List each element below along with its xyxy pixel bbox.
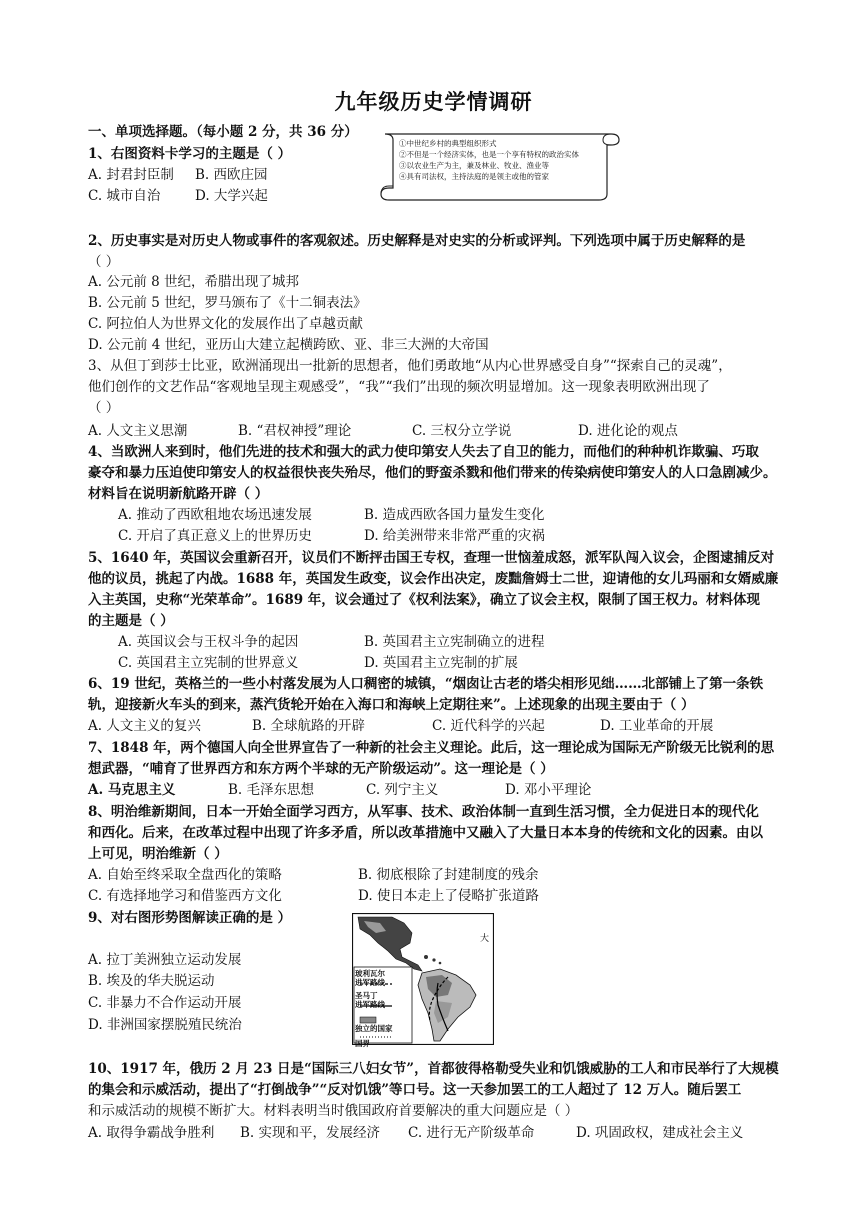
option-b[interactable]: B. 全球航路的开辟: [252, 718, 366, 734]
option-d[interactable]: D. 邓小平理论: [505, 782, 592, 798]
question-stem: 7、1848 年，两个德国人向全世界宣告了一种新的社会主义理论。此后，这一理论成为国际无产阶级无比锐利的思: [88, 740, 775, 756]
question-stem: 想武器，“哺育了世界西方和东方两个半球的无产阶级运动”。这一理论是（ ）: [88, 761, 554, 777]
question-stem: 10、1917 年，俄历 2 月 23 日是“国际三八妇女节”，首都彼得格勒受失业和饥饿威胁的工人和市民举行了大规模: [88, 1061, 779, 1077]
question-stem: 的主题是（ ）: [88, 613, 174, 629]
question-stem: 1、右图资料卡学习的主题是（ ）: [88, 146, 292, 162]
legend-label: 玻利瓦尔: [355, 969, 385, 978]
option-a[interactable]: A. 推动了西欧租地农场迅速发展: [118, 507, 312, 523]
scroll-card: [375, 128, 620, 204]
option-a[interactable]: A. 英国议会与王权斗争的起因: [118, 634, 299, 650]
scroll-line: ②不但是一个经济实体，也是一个享有特权的政治实体: [399, 150, 579, 159]
question-stem: 9、对右图形势图解读正确的是 ）: [88, 910, 292, 926]
question-stem: 豪夺和暴力压迫使印第安人的权益很快丧失殆尽，他们的野蛮杀戮和他们带来的传染病使印第安人的人口急剧减少。: [88, 465, 777, 481]
option-a[interactable]: A. 人文主义思潮: [88, 423, 188, 439]
option-a[interactable]: A. 公元前 8 世纪，希腊出现了城邦: [88, 274, 300, 290]
scroll-line: ③以农业生产为主，兼及林业、牧业、渔业等: [399, 161, 549, 170]
option-c[interactable]: C. 阿拉伯人为世界文化的发展作出了卓越贡献: [88, 316, 363, 332]
option-c[interactable]: C. 近代科学的兴起: [432, 718, 545, 734]
question-stem: 他的议员，挑起了内战。1688 年，英国发生政变，议会作出决定，废黜詹姆士二世，迎请他的女儿玛丽和女婿威廉: [88, 571, 779, 587]
question-stem: 5、1640 年，英国议会重新召开，议员们不断抨击国王专权，查理一世恼羞成怒，派军队闯入议会，企图逮捕反对: [88, 550, 775, 566]
scroll-heading: ①中世纪乡村的典型组织形式: [399, 139, 497, 148]
question-stem: 上可见，明治维新（ ）: [88, 846, 228, 862]
option-a[interactable]: A. 封君封臣制: [88, 167, 174, 183]
option-b[interactable]: B. 西欧庄园: [195, 167, 268, 183]
option-b[interactable]: B. 公元前 5 世纪，罗马颁布了《十二铜表法》: [88, 295, 367, 311]
question-stem: 和西化。后来，在改革过程中出现了许多矛盾，所以改革措施中又融入了大量日本本身的传统和文化的因素。由以: [88, 825, 763, 841]
option-a[interactable]: A. 拉丁美洲独立运动发展: [88, 952, 242, 968]
scroll-line: ④具有司法权，主持法庭的是领主或他的管家: [399, 172, 549, 181]
question-stem: 2、历史事实是对历史人物或事件的客观叙述。历史解释是对史实的分析或评判。下列选项中属于历史解释的是: [88, 233, 746, 249]
legend-label: 国界: [355, 1039, 370, 1048]
legend-label: 圣马丁: [355, 991, 378, 1000]
option-b[interactable]: B. 彻底根除了封建制度的残余: [358, 867, 539, 883]
question-stem: 轨，迎接新火车头的到来，蒸汽货轮开始在入海口和海峡上定期往来”。上述现象的出现主要由于（ ）: [88, 697, 695, 713]
option-b[interactable]: B. 毛泽东思想: [228, 782, 315, 798]
option-c[interactable]: C. 进行无产阶级革命: [408, 1125, 535, 1141]
option-c[interactable]: C. 英国君主立宪制的世界意义: [118, 655, 299, 671]
option-d[interactable]: D. 英国君主立宪制的扩展: [364, 655, 518, 671]
option-a[interactable]: A. 取得争霸战争胜利: [88, 1125, 215, 1141]
map-ocean-label: 大: [480, 934, 490, 944]
option-c[interactable]: C. 城市自治: [88, 188, 161, 204]
question-stem: 他们创作的文艺作品“客观地呈现主观感受”，“我”“我们”出现的频次明显增加。这一现象表明欧洲出现了: [88, 379, 710, 395]
option-b[interactable]: B. 实现和平，发展经济: [240, 1125, 381, 1141]
option-c[interactable]: C. 有选择地学习和借鉴西方文化: [88, 888, 282, 904]
option-a[interactable]: A. 人文主义的复兴: [88, 718, 201, 734]
option-d[interactable]: D. 工业革命的开展: [600, 718, 714, 734]
option-a[interactable]: A. 马克思主义: [88, 782, 176, 798]
option-d[interactable]: D. 使日本走上了侵略扩张道路: [358, 888, 539, 904]
option-c[interactable]: C. 开启了真正意义上的世界历史: [118, 528, 312, 544]
legend-label: 独立的国家: [355, 1024, 393, 1033]
option-b[interactable]: B. 英国君主立宪制确立的进程: [364, 634, 545, 650]
question-stem: 的集会和示威活动，提出了“打倒战争”“反对饥饿”等口号。这一天参加罢工的工人超过了 12 万人。随后罢工: [88, 1082, 742, 1098]
page-title: 九年级历史学情调研: [334, 89, 533, 114]
question-stem: 3、从但丁到莎士比亚，欧洲涌现出一批新的思想者，他们勇敢地“从内心世界感受自身”“探索自己的灵魂”，: [88, 358, 732, 374]
option-d[interactable]: D. 给美洲带来非常严重的灾祸: [364, 528, 545, 544]
option-a[interactable]: A. 自始至终采取全盘西化的策略: [88, 867, 282, 883]
question-stem: 4、当欧洲人来到时，他们先进的技术和强大的武力使印第安人失去了自卫的能力，而他们的种种机诈欺骗、巧取: [88, 444, 759, 460]
question-stem: 6、19 世纪，英格兰的一些小村落发展为人口稠密的城镇，“烟囱让古老的塔尖相形见绌……北部铺上了第一条铁: [88, 676, 764, 692]
question-stem: 8、明治维新期间，日本一开始全面学习西方，从军事、技术、政治体制一直到生活习惯，全力促进日本的现代化: [88, 804, 759, 820]
option-c[interactable]: C. 非暴力不合作运动开展: [88, 995, 242, 1011]
scroll-text: [399, 138, 579, 182]
question-stem: 材料旨在说明新航路开辟（ ）: [88, 486, 269, 502]
question-stem: 和示威活动的规模不断扩大。材料表明当时俄国政府首要解决的重大问题应是（ ）: [88, 1103, 579, 1119]
option-d[interactable]: D. 进化论的观点: [578, 423, 678, 439]
option-c[interactable]: C. 列宁主义: [366, 782, 439, 798]
question-stem: （ ）: [88, 400, 120, 416]
question-stem: （ ）: [88, 254, 120, 270]
option-d[interactable]: D. 大学兴起: [195, 188, 268, 204]
legend-label: 进军路线: [355, 1000, 385, 1009]
option-b[interactable]: B. “君权神授”理论: [238, 423, 352, 439]
option-b[interactable]: B. 造成西欧各国力量发生变化: [364, 507, 545, 523]
question-stem: 入主英国，史称“光荣革命”。1689 年，议会通过了《权利法案》，确立了议会主权，限制了国王权力。材料体现: [88, 592, 761, 608]
legend-label: 进军路线: [355, 978, 385, 987]
option-d[interactable]: D. 公元前 4 世纪，亚历山大建立起横跨欧、亚、非三大洲的大帝国: [88, 337, 489, 353]
section-heading: 一、单项选择题。（每小题 2 分，共 36 分）: [88, 124, 358, 140]
option-b[interactable]: B. 埃及的华夫脱运动: [88, 973, 215, 989]
option-d[interactable]: D. 巩固政权，建成社会主义: [576, 1125, 744, 1141]
option-c[interactable]: C. 三权分立学说: [412, 423, 512, 439]
option-d[interactable]: D. 非洲国家摆脱殖民统治: [88, 1017, 242, 1033]
